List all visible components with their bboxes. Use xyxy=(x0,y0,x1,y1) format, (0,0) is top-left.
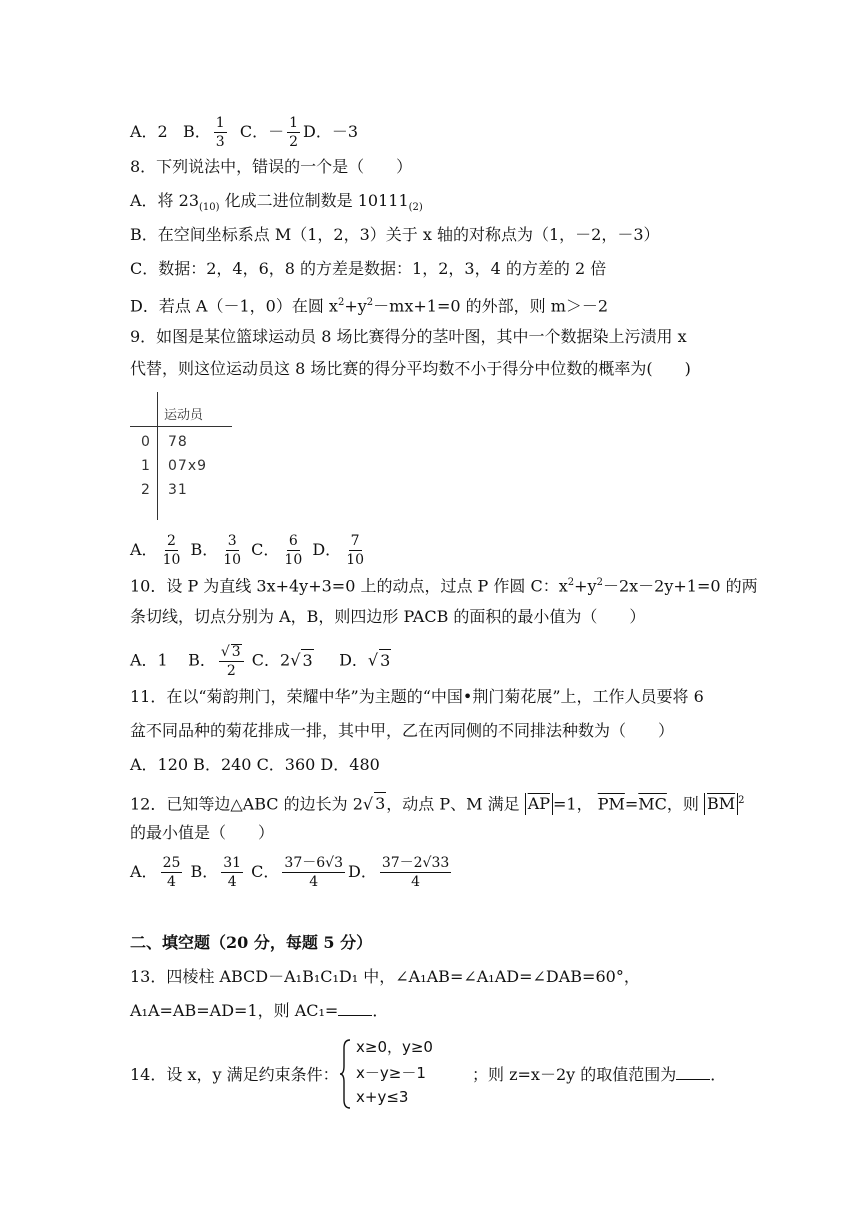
q10-b-fraction: $\frac{√ 3}{2}$ xyxy=(219,644,244,678)
q12-d-fraction: $\frac{37-2√33}{4}$ xyxy=(381,855,450,890)
q8-option-b: B．在空间坐标系点 M（1，2，3）关于 x 轴的对称点为（1，－2，－3） xyxy=(130,225,660,244)
plot-leaves-1: 07x9 xyxy=(168,458,208,474)
answer-blank xyxy=(338,1001,372,1016)
q9-options: A． $\frac{2}{10}$ B． $\frac{3}{10}$ C． $\frac{6}{10}$ D． $\frac{7}{10}$ xyxy=(130,533,365,568)
constraint-2: x－y≥－1 xyxy=(356,1064,426,1082)
q13-line2: A₁A=AB=AD=1，则 AC₁= ． xyxy=(130,1001,389,1020)
q12-line2: 的最小值是（ ） xyxy=(130,823,275,842)
q9-line1: 9．如图是某位篮球运动员 8 场比赛得分的茎叶图，其中一个数据染上污渍用 x xyxy=(130,327,687,346)
plot-vertical-rule xyxy=(157,392,158,520)
q7-b-fraction: $\frac{1}{3}$ xyxy=(215,115,225,150)
plot-horizontal-rule xyxy=(130,426,232,427)
q8-option-c: C．数据：2，4，6，8 的方差是数据：1，2，3，4 的方差的 2 倍 xyxy=(130,259,607,278)
plot-leaves-2: 31 xyxy=(168,482,188,498)
q12-options: A． $\frac{25}{4}$ B． $\frac{31}{4}$ C． $\frac{37-6√3}{4}$ D． $\frac{37-2√33}{4}$ xyxy=(130,855,450,890)
q7-options xyxy=(130,116,358,149)
q12-a-fraction: $\frac{25}{4}$ xyxy=(162,855,181,890)
plot-stem-2: 2 xyxy=(141,482,150,498)
q12-c-fraction: $\frac{37-6√3}{4}$ xyxy=(284,855,343,890)
vector-mc: $\overline{MC}$ xyxy=(638,794,667,814)
q9-c-fraction: $\frac{6}{10}$ xyxy=(284,533,303,568)
q11-options: A．120 B．240 C．360 D．480 xyxy=(130,755,380,774)
plot-stem-0: 0 xyxy=(141,434,150,450)
q7-option-c: C．－ xyxy=(239,122,285,141)
constraint-3: x+y≤3 xyxy=(356,1088,409,1106)
answer-blank xyxy=(676,1065,710,1080)
q9-b-fraction: $\frac{3}{10}$ xyxy=(223,533,242,568)
q8-option-d: D．若点 A（－1，0）在圆 $x^2+y^2-mx+1=0$ 的外部，则 m＞－2 xyxy=(130,296,609,316)
vector-bm: $\overline{BM}$ xyxy=(704,793,738,815)
q9-d-fraction: $\frac{7}{10}$ xyxy=(346,533,365,568)
constraint-1: x≥0，y≥0 xyxy=(356,1038,433,1056)
q9-a-fraction: $\frac{2}{10}$ xyxy=(162,533,181,568)
plot-leaves-0: 78 xyxy=(168,434,188,450)
q11-line2: 盆不同品种的菊花排成一排，其中甲，乙在丙同侧的不同排法种数为（ ） xyxy=(130,721,675,740)
q10-line2: 条切线，切点分别为 A，B，则四边形 PACB 的面积的最小值为（ ） xyxy=(130,607,646,626)
vector-ap: $\overline{AP}$ xyxy=(525,793,553,815)
plot-stem-1: 1 xyxy=(141,458,150,474)
stem-leaf-plot xyxy=(130,392,240,520)
q14-pre: 14．设 x，y 满足约束条件： xyxy=(130,1065,339,1084)
q7-option-a: A．2 xyxy=(130,122,168,141)
plot-header: 运动员 xyxy=(164,408,204,423)
q12-line1: 12．已知等边△ABC 的边长为 2√ 3，动点 P、M 满足 $\overline{AP} =1$， $\overline{PM}=\overline{MC}$，则 $\overline{BM}$ $^2$ xyxy=(130,794,745,814)
q8-stem: 8．下列说法中，错误的一个是（ ） xyxy=(130,157,413,176)
section-heading: 二、填空题（20 分，每题 5 分） xyxy=(130,933,373,952)
q10-line1: 10．设 P 为直线 3x+4y+3=0 上的动点，过点 P 作圆 C：$x^2+y^2-2x-2y+1=0$ 的两 xyxy=(130,576,758,596)
vector-pm: $\overline{PM}$ xyxy=(597,794,625,814)
q13-line1: 13．四棱柱 ABCD－A₁B₁C₁D₁ 中，∠A₁AB=∠A₁AD=∠DAB=60°， xyxy=(130,967,640,986)
q14-post: ；则 z=x－2y 的取值范围为 ． xyxy=(472,1065,727,1084)
q9-line2: 代替，则这位运动员这 8 场比赛的得分平均数不小于得分中位数的概率为( ) xyxy=(130,359,691,378)
q7-option-d: D．－3 xyxy=(303,122,359,141)
q7-c-fraction: $\frac{1}{2}$ xyxy=(289,115,299,150)
q7-option-b: B． xyxy=(183,122,211,141)
q12-b-fraction: $\frac{31}{4}$ xyxy=(223,855,242,890)
q8-option-a: A．将 $23_{(10)}$ 化成二进位制数是 $10111_{(2)}$ xyxy=(130,191,423,214)
q10-options: A．1 B． $\frac{√ 3}{2}$ C．2√ 3 D．√ 3 xyxy=(130,644,391,679)
brace-icon xyxy=(338,1038,354,1110)
q11-line1: 11．在以“菊韵荆门，荣耀中华”为主题的“中国•荆门菊花展”上，工作人员要将 6 xyxy=(130,687,704,706)
